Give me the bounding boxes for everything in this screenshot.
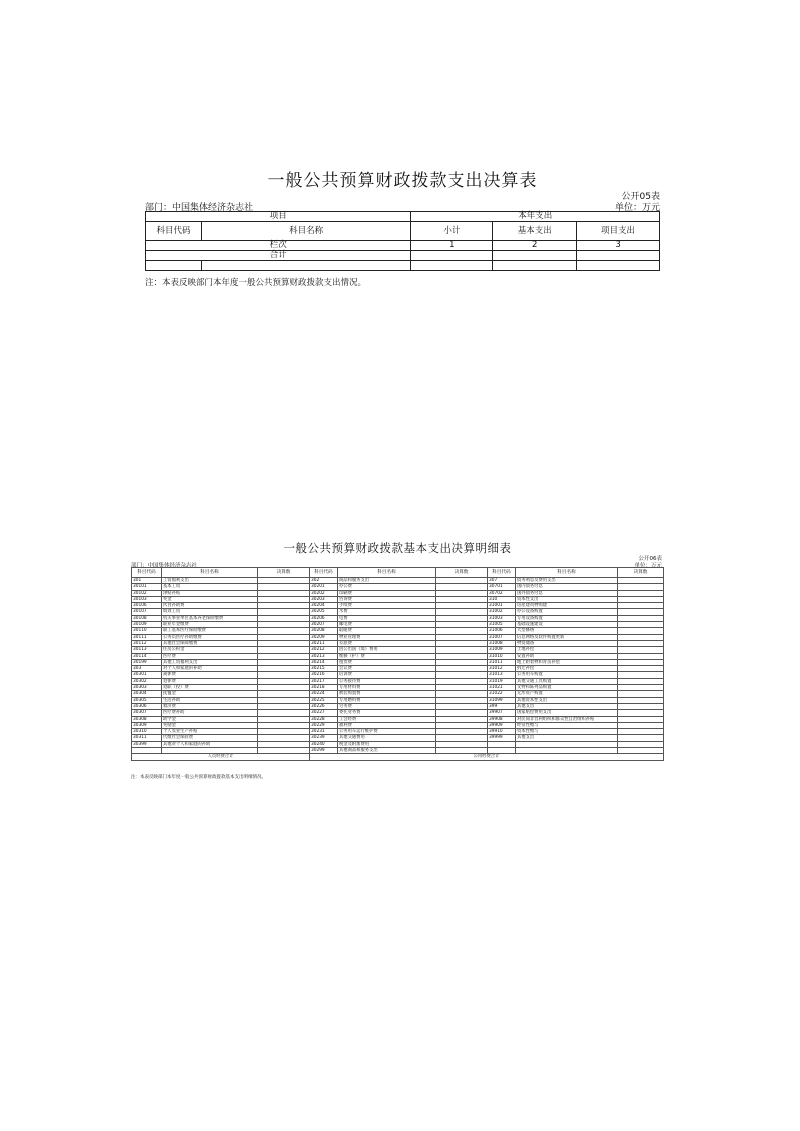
subject-name-cell: 安置补助: [516, 653, 618, 659]
empty-cell: [411, 261, 493, 271]
subject-code-cell: 30106: [132, 603, 162, 609]
subject-code-cell: 39909: [488, 722, 516, 728]
subject-code-cell: 30108: [132, 615, 162, 621]
column-header: 科目代码: [488, 568, 516, 578]
subject-code-cell: 302: [310, 578, 338, 584]
subject-name-cell: 救济费: [162, 703, 258, 709]
subject-name-cell: 租赁费: [338, 659, 436, 665]
subject-code-cell: 30239: [310, 735, 338, 741]
subject-name-cell: 信息网络及软件购置更新: [516, 634, 618, 640]
table2-title: 一般公共预算财政拨款基本支出决算明细表: [283, 541, 512, 555]
subject-code-cell: 31006: [488, 628, 516, 634]
subject-name-cell: 咨询费: [338, 596, 436, 602]
subject-name-cell: 取暖费: [338, 628, 436, 634]
h-item: 项目: [146, 212, 411, 222]
subject-code-cell: 30306: [132, 703, 162, 709]
subject-name-cell: 助学金: [162, 716, 258, 722]
subject-name-cell: 津贴补贴: [162, 590, 258, 596]
subject-name-cell: 文物和陈列品购置: [516, 685, 618, 691]
subject-code-cell: 30302: [132, 678, 162, 684]
subject-code-cell: 399: [488, 703, 516, 709]
subject-name-cell: 办公设备购置: [516, 609, 618, 615]
table1-title: 一般公共预算财政拨款支出决算表: [267, 171, 538, 191]
subject-code-cell: 30229: [310, 722, 338, 728]
column-header: 决算数: [436, 568, 488, 578]
subject-name-cell: 职业年金缴费: [162, 622, 258, 628]
table1-unit: 单位：万元: [614, 203, 660, 213]
total-subtotal: [411, 251, 493, 261]
subject-name-cell: 专用材料费: [338, 685, 436, 691]
subject-code-cell: 30308: [132, 716, 162, 722]
subject-name-cell: 对民间非营利组织和群众性自治组织补贴: [516, 716, 618, 722]
subject-name-cell: 其他支出: [516, 735, 618, 741]
subject-name-cell: 资本性支出: [516, 596, 618, 602]
subject-name-cell: 抚恤金: [162, 691, 258, 697]
subject-name-cell: 其他交通工具购置: [516, 678, 618, 684]
subject-name-cell: 退职（役）费: [162, 685, 258, 691]
subject-name-cell: 奖金: [162, 596, 258, 602]
subject-name-cell: 其他商品和服务支出: [338, 748, 436, 754]
column-header: 决算数: [258, 568, 310, 578]
subject-name-cell: 会议费: [338, 666, 436, 672]
subject-name-cell: 维修（护）费: [338, 653, 436, 659]
subject-code-cell: 30305: [132, 697, 162, 703]
subject-code-cell: 30212: [310, 647, 338, 653]
column-header: 科目代码: [310, 568, 338, 578]
subject-code-cell: 39907: [488, 710, 516, 716]
subject-code-cell: 30209: [310, 634, 338, 640]
subject-name-cell: 奖励金: [162, 722, 258, 728]
table2-code: 公开06表: [638, 556, 662, 562]
subject-name-cell: 劳务费: [338, 703, 436, 709]
subject-name-cell: 邮电费: [338, 622, 436, 628]
subject-name-cell: 公务用车购置: [516, 672, 618, 678]
subject-code-cell: 30111: [132, 634, 162, 640]
subject-name-cell: 其他社会保障缴费: [162, 640, 258, 646]
subject-name-cell: 税金及附加费用: [338, 741, 436, 747]
subject-name-cell: 公务用车运行维护费: [338, 729, 436, 735]
subject-code-cell: 30310: [132, 729, 162, 735]
table1-code: 公开05表: [621, 192, 660, 202]
subject-code-cell: 31021: [488, 685, 516, 691]
subject-name-cell: 物业管理费: [338, 634, 436, 640]
subject-code-cell: 301: [132, 578, 162, 584]
subject-code-cell: 30109: [132, 622, 162, 628]
subject-code-cell: 31013: [488, 672, 516, 678]
subject-code-cell: 31099: [488, 697, 516, 703]
subject-code-cell: 30214: [310, 659, 338, 665]
subject-name-cell: 水费: [338, 609, 436, 615]
h-code: 科目代码: [146, 222, 202, 241]
subject-code-cell: 30218: [310, 685, 338, 691]
table1-note: 注：本表反映部门本年度一般公共预算财政拨款支出情况。: [145, 278, 367, 288]
subject-name-cell: 机关事业单位基本养老保险缴费: [162, 615, 258, 621]
subject-code-cell: 31022: [488, 691, 516, 697]
subject-code-cell: 30206: [310, 615, 338, 621]
subject-code-cell: 30114: [132, 653, 162, 659]
subject-name-cell: 对个人和家庭的补助: [162, 666, 258, 672]
h-expense: 本年支出: [411, 212, 660, 222]
subject-name-cell: 资本性赠与: [516, 729, 618, 735]
subject-code-cell: 30101: [132, 584, 162, 590]
subject-name-cell: 因公出国（境）费用: [338, 647, 436, 653]
subject-name-cell: 无形资产购置: [516, 691, 618, 697]
column-header: 科目代码: [132, 568, 162, 578]
subject-name-cell: 基本工资: [162, 584, 258, 590]
subject-name-cell: 被装购置费: [338, 691, 436, 697]
summary-row: [132, 754, 664, 760]
subject-code-cell: 310: [488, 596, 516, 602]
subject-name-cell: 公务接待费: [338, 678, 436, 684]
subject-name-cell: 离休费: [162, 672, 258, 678]
empty-cell: [493, 261, 577, 271]
subject-code-cell: 30701: [488, 584, 516, 590]
subject-code-cell: 30225: [310, 697, 338, 703]
subject-code-cell: 30113: [132, 647, 162, 653]
subject-code-cell: 30240: [310, 741, 338, 747]
subject-name-cell: 专用燃料费: [338, 697, 436, 703]
subject-code-cell: 30299: [310, 748, 338, 754]
h-project: 项目支出: [577, 222, 660, 241]
subject-name-cell: 绩效工资: [162, 609, 258, 615]
subject-name-cell: 医疗费补助: [162, 710, 258, 716]
subject-name-cell: 办公费: [338, 584, 436, 590]
subject-code-cell: 30204: [310, 603, 338, 609]
subject-code-cell: 30110: [132, 628, 162, 634]
subject-code-cell: 31001: [488, 603, 516, 609]
subject-code-cell: 30303: [132, 685, 162, 691]
subject-name-cell: 职工基本医疗保险缴费: [162, 628, 258, 634]
subject-code-cell: 30208: [310, 628, 338, 634]
subject-code-cell: 30215: [310, 666, 338, 672]
table2: [131, 567, 664, 761]
subject-code-cell: 307: [488, 578, 516, 584]
subject-name-cell: 国家赔偿费用支出: [516, 710, 618, 716]
col-no-2: 2: [493, 241, 577, 251]
subject-code-cell: 30227: [310, 710, 338, 716]
subject-code-cell: 39910: [488, 729, 516, 735]
subject-code-cell: 30102: [132, 590, 162, 596]
subject-code-cell: 30311: [132, 735, 162, 741]
subject-code-cell: 30202: [310, 590, 338, 596]
empty-cell: [146, 261, 202, 271]
subject-name-cell: 差旅费: [338, 640, 436, 646]
subject-name-cell: 伙食补助费: [162, 603, 258, 609]
table1: [145, 211, 660, 271]
subject-code-cell: 30399: [132, 741, 162, 747]
table2-dept: 部门：中国集体经济杂志社: [131, 563, 198, 569]
col-no-3: 3: [577, 241, 660, 251]
table-header-row: [132, 568, 664, 578]
subject-name-cell: 电费: [338, 615, 436, 621]
subject-name-cell: 委托业务费: [338, 710, 436, 716]
subject-name-cell: 商品和服务支出: [338, 578, 436, 584]
table2-note: 注：本表反映部门本年度一般公共预算财政拨款基本支出明细情况。: [131, 775, 266, 780]
subject-code-cell: 30201: [310, 584, 338, 590]
subject-name-cell: 印刷费: [338, 590, 436, 596]
subject-name-cell: 大型修缮: [516, 628, 618, 634]
subject-name-cell: 物资储备: [516, 640, 618, 646]
subject-name-cell: 房屋建筑物购建: [516, 603, 618, 609]
subject-code-cell: 31011: [488, 659, 516, 665]
subject-code-cell: 30213: [310, 653, 338, 659]
column-header: 科目名称: [338, 568, 436, 578]
subject-code-cell: 39999: [488, 735, 516, 741]
subject-code-cell: 30304: [132, 691, 162, 697]
subject-code-cell: 30103: [132, 596, 162, 602]
subject-code-cell: 30309: [132, 722, 162, 728]
subject-name-cell: 住房公积金: [162, 647, 258, 653]
subject-name-cell: 地上附着物和青苗补偿: [516, 659, 618, 665]
h-lanci: 栏次: [146, 241, 411, 251]
subject-name-cell: 土地补偿: [516, 647, 618, 653]
total-basic: [493, 251, 577, 261]
column-header: 科目名称: [516, 568, 618, 578]
column-header: 决算数: [618, 568, 664, 578]
subject-code-cell: 30216: [310, 672, 338, 678]
subject-name-cell: 公务员医疗补助缴费: [162, 634, 258, 640]
subject-name-cell: 工资福利支出: [162, 578, 258, 584]
column-header: 科目名称: [162, 568, 258, 578]
subject-name-cell: 其他交通费用: [338, 735, 436, 741]
subject-name-cell: 经常性赠与: [516, 722, 618, 728]
subject-code-cell: 30199: [132, 659, 162, 665]
subject-code-cell: 30224: [310, 691, 338, 697]
h-subtotal: 小计: [411, 222, 493, 241]
subject-code-cell: 31019: [488, 678, 516, 684]
subject-code-cell: 31009: [488, 647, 516, 653]
subject-name-cell: 其他对个人和家庭的补助: [162, 741, 258, 747]
subject-code-cell: 30207: [310, 622, 338, 628]
col-no-1: 1: [411, 241, 493, 251]
subject-code-cell: 31008: [488, 640, 516, 646]
subject-code-cell: 30307: [132, 710, 162, 716]
subject-code-cell: 30112: [132, 640, 162, 646]
subject-code-cell: 30231: [310, 729, 338, 735]
subject-name-cell: 医疗费: [162, 653, 258, 659]
subject-name-cell: 国内债务付息: [516, 584, 618, 590]
subject-code-cell: 30107: [132, 609, 162, 615]
empty-cell: [577, 261, 660, 271]
subject-name-cell: 债务利息及费用支出: [516, 578, 618, 584]
subject-code-cell: 30226: [310, 703, 338, 709]
h-name: 科目名称: [201, 222, 411, 241]
subject-code-cell: 31003: [488, 615, 516, 621]
subject-name-cell: 其他支出: [516, 703, 618, 709]
subject-code-cell: 31012: [488, 666, 516, 672]
subject-name-cell: 其他资本性支出: [516, 697, 618, 703]
subject-name-cell: 工会经费: [338, 716, 436, 722]
subject-code-cell: 31005: [488, 622, 516, 628]
subject-name-cell: 福利费: [338, 722, 436, 728]
subject-name-cell: 拆迁补偿: [516, 666, 618, 672]
subject-code-cell: 31010: [488, 653, 516, 659]
subject-name-cell: 生活补助: [162, 697, 258, 703]
total-label: 合计: [146, 251, 411, 261]
subject-name-cell: 个人农业生产补贴: [162, 729, 258, 735]
table2-unit: 单位：万元: [634, 563, 662, 569]
subject-code-cell: 30228: [310, 716, 338, 722]
h-basic: 基本支出: [493, 222, 577, 241]
subject-code-cell: 30203: [310, 596, 338, 602]
subject-name-cell: 退休费: [162, 678, 258, 684]
subject-name-cell: 代缴社会保险费: [162, 735, 258, 741]
subject-code-cell: 30205: [310, 609, 338, 615]
subject-name-cell: 专用设备购置: [516, 615, 618, 621]
sum-personnel-label: 人员经费合计: [132, 754, 310, 760]
subject-code-cell: 303: [132, 666, 162, 672]
subject-code-cell: 30301: [132, 672, 162, 678]
subject-name-cell: 基础设施建设: [516, 622, 618, 628]
sum-public-label: 公用经费合计: [310, 754, 664, 760]
subject-code-cell: 30702: [488, 590, 516, 596]
subject-code-cell: 39908: [488, 716, 516, 722]
subject-name-cell: 国外债务付息: [516, 590, 618, 596]
table1-dept: 部门：中国集体经济杂志社: [145, 203, 254, 213]
subject-code-cell: 31002: [488, 609, 516, 615]
subject-code-cell: 30217: [310, 678, 338, 684]
empty-cell: [201, 261, 411, 271]
total-project: [577, 251, 660, 261]
subject-name-cell: 培训费: [338, 672, 436, 678]
subject-code-cell: 31007: [488, 634, 516, 640]
subject-code-cell: 30211: [310, 640, 338, 646]
subject-name-cell: 其他工资福利支出: [162, 659, 258, 665]
subject-name-cell: 手续费: [338, 603, 436, 609]
